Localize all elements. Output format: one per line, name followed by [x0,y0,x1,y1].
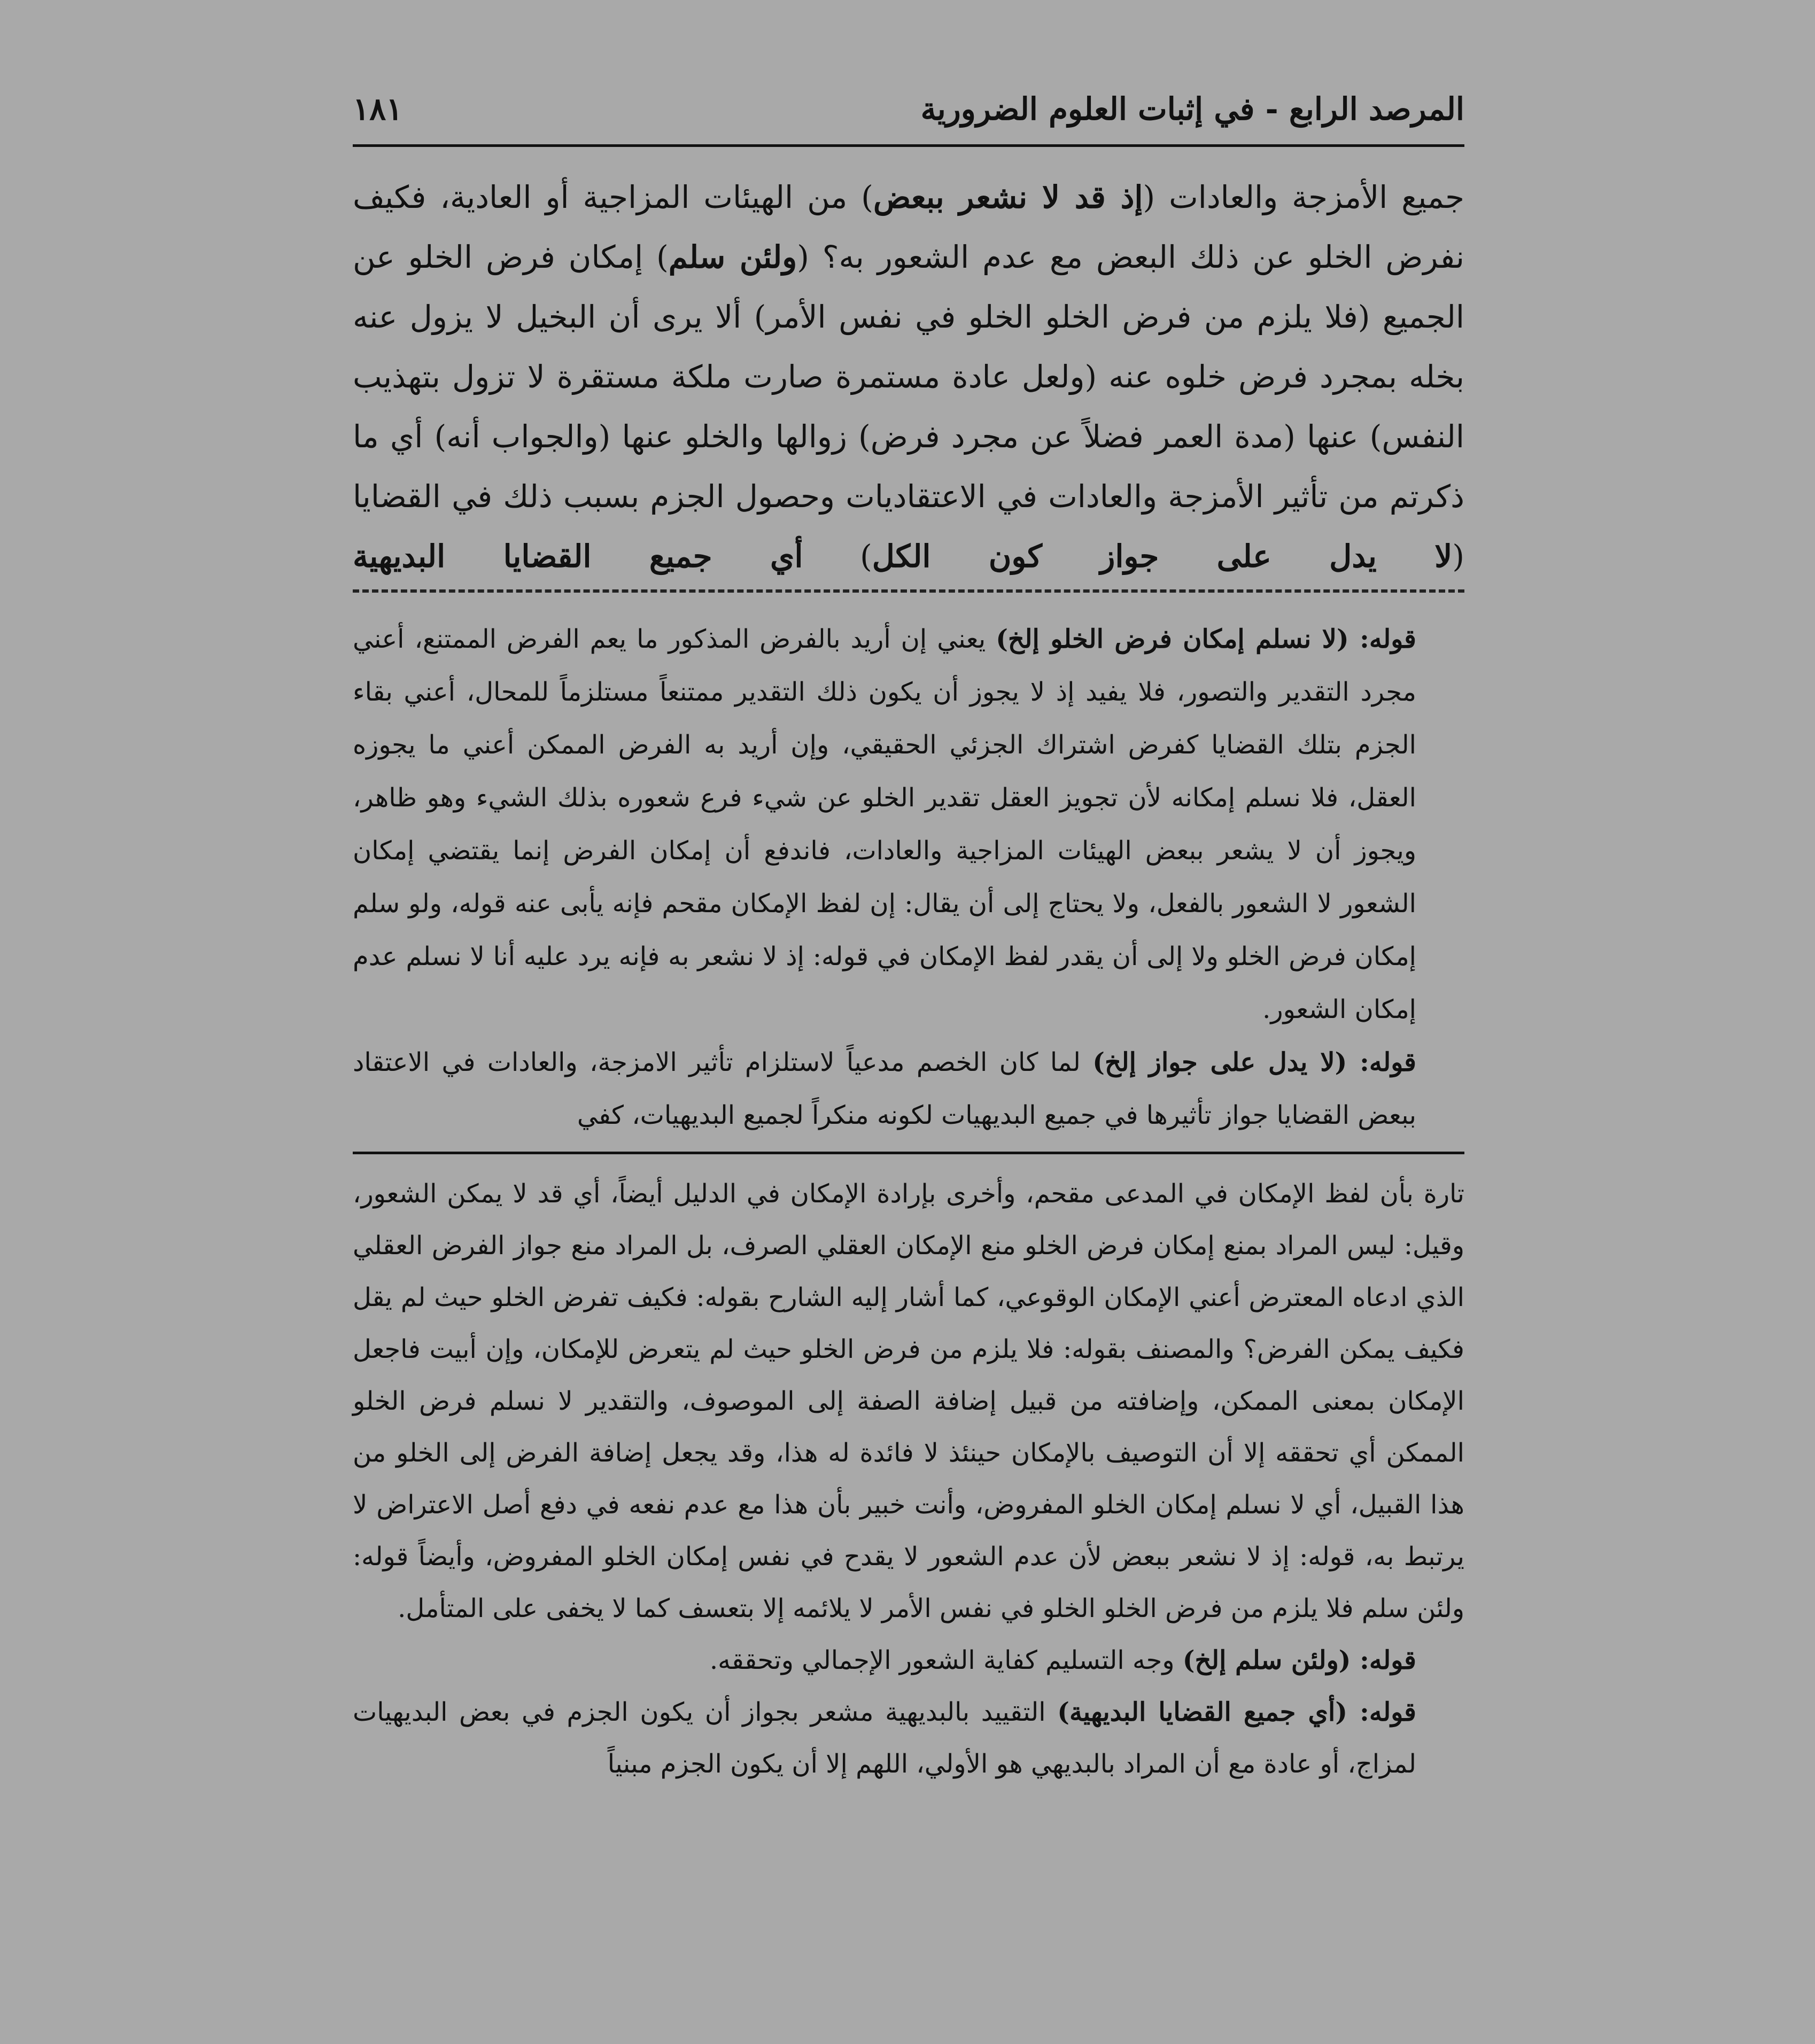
main-text-part: ) إمكان فرض الخلو عن الجميع (فلا يلزم من فرض الخلو الخلو في نفس الأمر) ألا يرى أن البخيل لا يزول عنه بخله بمجرد فرض خلوه عنه (ولعل عادة مستمرة صارت ملكة مستقرة لا تزول بتهذيب النفس) عنها (مدة العمر فضلاً عن مجرد فرض) زوالها والخلو عنها (والجواب أنه) أي ما ذكرتم من تأثير الأمزجة والعادات في الاعتقاديات وحصول الجزم بسبب ذلك في القضايا ( [353,239,1464,574]
main-text-bold: ولئن سلم [668,239,797,275]
page-number: ١٨١ [353,91,403,127]
main-text-part: ) من الهيئات المزاجية أو العادية، فكيف نفرض الخلو عن ذلك البعض مع عدم الشعور به؟ ( [353,179,1464,275]
footnote-text: التقييد بالبديهية مشعر بجواز أن يكون الجزم في بعض البديهيات لمزاج، أو عادة مع أن المراد بالبديهي هو الأولي، اللهم إلا أن يكون الجزم مبنياً [353,1697,1416,1779]
footnote-text: وجه التسليم كفاية الشعور الإجمالي وتحققه. [709,1645,1183,1675]
footnote-label: قوله [1369,1645,1416,1675]
footnote-quote: : (أي جميع القضايا البديهية) [1057,1697,1369,1727]
commentary-text: لما كان الخصم مدعياً لاستلزام تأثير الامزجة، والعادات في الاعتقاد ببعض القضايا جواز تأثيرها في جميع البديهيات لكونه منكراً لجميع البديهيات، كفي [353,1047,1416,1130]
book-page [353,86,1464,1790]
footnote-divider [353,1152,1464,1154]
running-title: المرصد الرابع - في إثبات العلوم الضرورية [920,91,1464,127]
main-text [353,167,1464,586]
footnote-label: قوله [1369,1697,1416,1727]
footnote-paragraph [353,1687,1464,1790]
main-paragraph [353,167,1464,586]
footnotes [353,1168,1464,1790]
main-text-bold: لا يدل على جواز كون الكل [872,538,1453,574]
commentary [353,613,1464,1142]
commentary-label: قوله [1369,1047,1416,1077]
main-text-part: ) [803,538,872,574]
commentary-paragraph [353,1036,1464,1142]
dashed-divider [353,589,1464,593]
page-header [353,86,1464,147]
footnote-quote: : (ولئن سلم إلخ) [1182,1645,1369,1675]
commentary-paragraph [353,613,1464,1036]
footnote-paragraph: تارة بأن لفظ الإمكان في المدعى مقحم، وأخرى بإرادة الإمكان في الدليل أيضاً، أي قد لا يمكن الشعور، وقيل: ليس المراد بمنع إمكان فرض الخلو منع الإمكان العقلي الصرف، بل المراد منع جواز الفرض العقلي الذي ادعاه المعترض أعني الإمكان الوقوعي، كما أشار إليه الشارح بقوله: فكيف تفرض الخلو حيث لم يقل فكيف يمكن الفرض؟ والمصنف بقوله: فلا يلزم من فرض الخلو حيث لم يتعرض للإمكان، وإن أبيت فاجعل الإمكان بمعنى الممكن، وإضافته من قبيل إضافة الصفة إلى الموصوف، والتقدير لا نسلم فرض الخلو الممكن أي تحققه إلا أن التوصيف بالإمكان حينئذ لا فائدة له هذا، وقد يجعل إضافة الفرض إلى الخلو من هذا القبيل، أي لا نسلم إمكان الخلو المفروض، وأنت خبير بأن هذا مع عدم نفعه في دفع أصل الاعتراض لا يرتبط به، قوله: إذ لا نشعر ببعض لأن عدم الشعور لا يقدح في نفس إمكان الخلو المفروض، وأيضاً قوله: ولئن سلم فلا يلزم من فرض الخلو الخلو في نفس الأمر لا يلائمه إلا بتعسف كما لا يخفى على المتأمل. [353,1179,1464,1623]
main-text-part: جميع الأمزجة والعادات ( [1143,179,1464,215]
commentary-text: يعني إن أريد بالفرض المذكور ما يعم الفرض الممتنع، أعني مجرد التقدير والتصور، فلا يفيد إذ لا يجوز أن يكون ذلك التقدير ممتنعاً مستلزماً للمحال، أعني بقاء الجزم بتلك القضايا كفرض اشتراك الجزئي الحقيقي، وإن أريد به الفرض الممكن أعني ما يجوزه العقل، فلا نسلم إمكانه لأن تجويز العقل تقدير الخلو عن شيء فرع شعوره بذلك الشيء وهو ظاهر، ويجوز أن لا يشعر ببعض الهيئات المزاجية والعادات، فاندفع أن إمكان الفرض إنما يقتضي إمكان الشعور لا الشعور بالفعل، ولا يحتاج إلى أن يقال: إن لفظ الإمكان مقحم فإنه يأبى عنه قوله، ولو سلم إمكان فرض الخلو ولا إلى أن يقدر لفظ الإمكان في قوله: إذ لا نشعر به فإنه يرد عليه أنا لا نسلم عدم إمكان الشعور. [353,624,1416,1024]
commentary-label: قوله [1369,624,1416,654]
main-text-bold: إذ قد لا نشعر ببعض [873,179,1143,215]
main-text-bold: أي جميع القضايا البديهية [353,538,803,574]
commentary-quote: : (لا يدل على جواز إلخ) [1092,1047,1369,1077]
commentary-quote: : (لا نسلم إمكان فرض الخلو إلخ) [996,624,1369,654]
footnote-paragraph [353,1635,1464,1687]
